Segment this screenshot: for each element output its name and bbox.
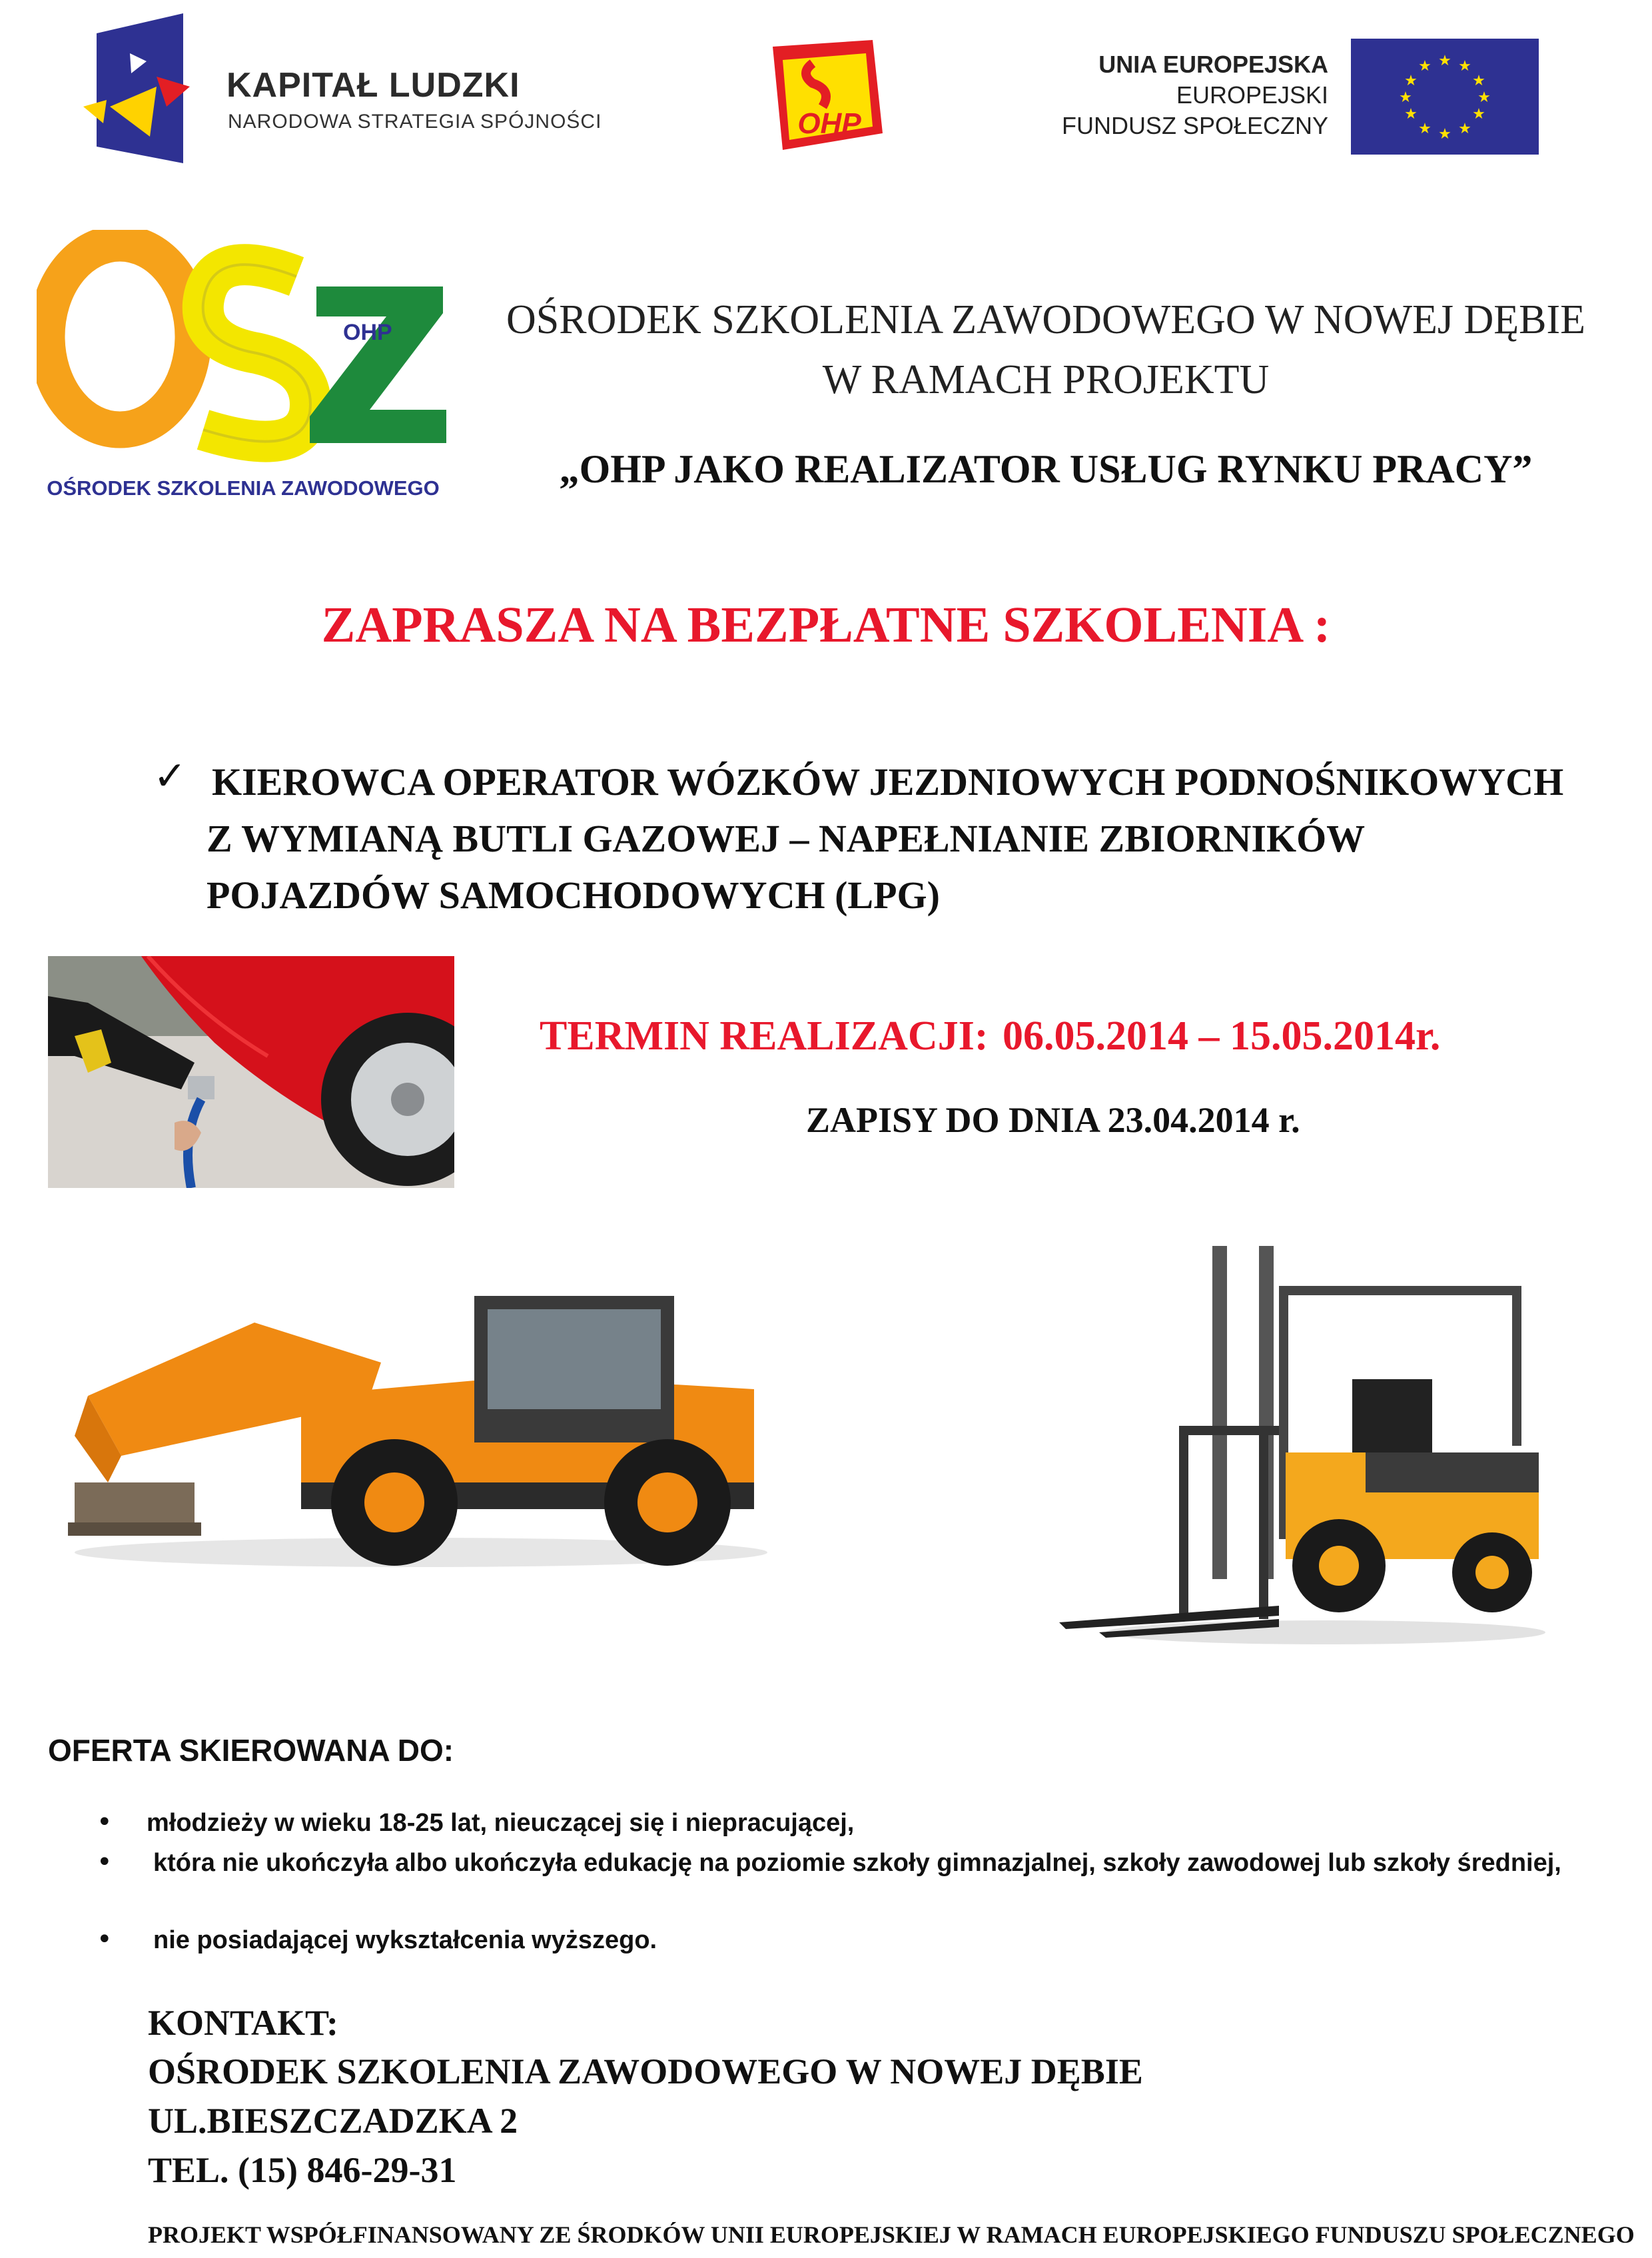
telehandler-photo — [48, 1283, 767, 1576]
svg-text:★: ★ — [1477, 89, 1491, 106]
svg-text:★: ★ — [1404, 106, 1418, 123]
bullet-icon: • — [97, 1924, 113, 1955]
course-line3: POJAZDÓW SAMOCHODOWYCH (LPG) — [206, 873, 940, 917]
ohp-logo — [759, 33, 886, 153]
contact-name: OŚRODEK SZKOLENIA ZAWODOWEGO W NOWEJ DĘBIE — [148, 2051, 1143, 2091]
institution-line2: W RAMACH PROJEKTU — [822, 357, 1270, 402]
contact-street: UL.BIESZCZADZKA 2 — [148, 2101, 518, 2141]
kapital-ludzki-title: KAPITAŁ LUDZKI — [226, 66, 520, 105]
osz-ohp-badge: OHP — [343, 320, 392, 345]
term-label: TERMIN REALIZACJI: — [540, 1013, 989, 1059]
lpg-refuel-photo — [48, 956, 454, 1188]
offer-item: młodzieży w wieku 18-25 lat, nieuczącej się i niepracującej, — [147, 1809, 855, 1837]
kapital-ludzki-subtitle: NARODOWA STRATEGIA SPÓJNOŚCI — [228, 111, 602, 133]
offer-item: nie posiadającej wykształcenia wyższego. — [153, 1926, 657, 1954]
eu-line1: UNIA EUROPEJSKA — [1098, 51, 1328, 78]
svg-text:★: ★ — [1399, 89, 1412, 106]
svg-text:★: ★ — [1458, 121, 1471, 137]
svg-text:★: ★ — [1438, 53, 1451, 69]
osz-caption: OŚRODEK SZKOLENIA ZAWODOWEGO — [47, 476, 440, 500]
checkmark-icon: ✓ — [153, 753, 187, 800]
institution-line1: OŚRODEK SZKOLENIA ZAWODOWEGO W NOWEJ DĘBIE — [506, 297, 1586, 342]
footer-note: PROJEKT WSPÓŁFINANSOWANY ZE ŚRODKÓW UNII EUROPEJSKIEJ W RAMACH EUROPEJSKIEGO FUNDUSZU SPOŁECZNEGO — [148, 2221, 1635, 2248]
project-title: „OHP JAKO REALIZATOR USŁUG RYNKU PRACY” — [559, 447, 1533, 491]
course-line2: Z WYMIANĄ BUTLI GAZOWEJ – NAPEŁNIANIE ZBIORNIKÓW — [206, 817, 1366, 860]
course-line1: KIEROWCA OPERATOR WÓZKÓW JEZDNIOWYCH PODNOŚNIKOWYCH — [212, 760, 1564, 804]
forklift-photo — [1059, 1233, 1545, 1646]
svg-text:★: ★ — [1418, 58, 1432, 75]
enroll-deadline: ZAPISY DO DNIA 23.04.2014 r. — [806, 1100, 1300, 1140]
term-dates: 06.05.2014 – 15.05.2014r. — [1003, 1013, 1441, 1059]
offer-title: OFERTA SKIEROWANA DO: — [48, 1733, 454, 1768]
svg-text:★: ★ — [1404, 73, 1418, 89]
eu-flag-icon — [1351, 39, 1539, 155]
contact-title: KONTAKT: — [148, 2003, 339, 2043]
eu-line3: FUNDUSZ SPOŁECZNY — [1061, 112, 1328, 139]
bullet-icon: • — [97, 1807, 113, 1838]
osz-logo — [37, 230, 463, 510]
svg-text:★: ★ — [1458, 58, 1471, 75]
kapital-ludzki-logo — [83, 13, 190, 170]
bullet-icon: • — [97, 1847, 113, 1878]
svg-text:★: ★ — [1418, 121, 1432, 137]
offer-item: która nie ukończyła albo ukończyła edukację na poziomie szkoły gimnazjalnej, szkoły zawodowej lub szkoły średniej, — [153, 1849, 1561, 1877]
svg-text:★: ★ — [1472, 106, 1485, 123]
ohp-logo-text: OHP — [797, 107, 861, 140]
svg-text:★: ★ — [1438, 126, 1451, 143]
contact-phone: TEL. (15) 846-29-31 — [148, 2150, 457, 2190]
invite-heading: ZAPRASZA NA BEZPŁATNE SZKOLENIA : — [321, 597, 1331, 653]
svg-text:★: ★ — [1472, 73, 1485, 89]
eu-line2: EUROPEJSKI — [1176, 81, 1328, 109]
